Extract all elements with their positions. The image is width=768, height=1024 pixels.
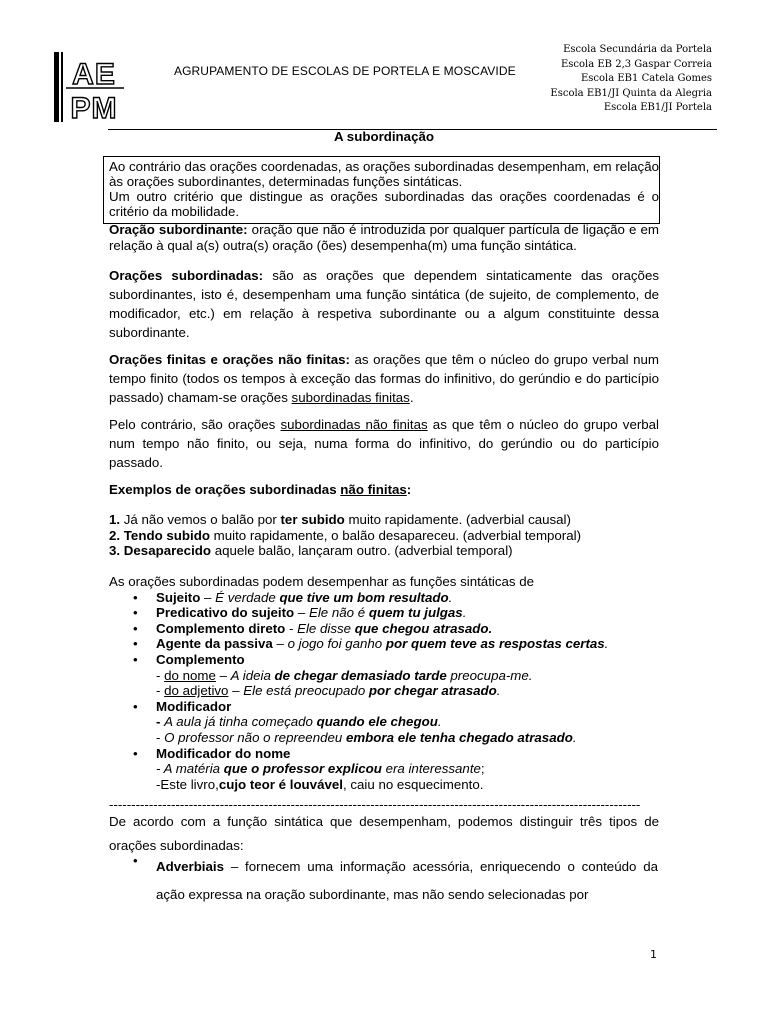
function-sujeito bbox=[109, 590, 659, 606]
modificador-example-1 bbox=[109, 714, 659, 730]
bullet: • bbox=[133, 853, 138, 868]
school-name: Escola EB1/JI Quinta da Alegria bbox=[550, 87, 712, 99]
function-label: Complemento bbox=[156, 651, 245, 667]
dash: - bbox=[156, 729, 165, 745]
function-example: Ele disse bbox=[297, 620, 355, 636]
example-bold: Desaparecido bbox=[123, 543, 212, 559]
function-example-bold: embora ele tenha chegado atrasado bbox=[345, 729, 573, 745]
function-example: A aula já tinha começado bbox=[164, 714, 317, 730]
examples-list bbox=[109, 512, 659, 559]
function-label: Modificador bbox=[156, 698, 232, 714]
definition-text: as orações que têm o núcleo do grupo verbal num tempo finito (todos os tempos à exceção das formas do infinitivo, do gerúndio e do particípio passado) chamam-se orações bbox=[109, 352, 660, 405]
complemento-nome bbox=[109, 668, 659, 684]
modificador-nome-example-1 bbox=[109, 761, 659, 777]
function-example: era interessante bbox=[381, 761, 481, 777]
punctuation: . bbox=[604, 636, 609, 652]
page-number: 1 bbox=[650, 948, 657, 961]
adverbiais-item bbox=[156, 853, 658, 909]
modificador-example-2 bbox=[109, 730, 659, 746]
svg-text:PM: PM bbox=[70, 92, 118, 122]
definition-term: Oração subordinante: bbox=[109, 222, 248, 237]
example-text: muito rapidamente, o balão desapareceu. (adverbial temporal) bbox=[209, 527, 582, 543]
school-name: Escola EB1/JI Portela bbox=[603, 102, 712, 114]
underlined-term: do adjetivo bbox=[164, 683, 229, 699]
example-bold: ter subido bbox=[280, 512, 345, 527]
example-number: 1. bbox=[109, 512, 121, 527]
function-agente-passiva bbox=[109, 636, 659, 652]
examples-heading bbox=[109, 482, 659, 498]
definition-text: são as orações que dependem sintaticamente das orações subordinantes, isto é, desempenham uma função sintática (de sujeito, de complemento, de modificador, etc.) em relação à respetiva subordinante ou a algum constituinte dessa subordinante. bbox=[109, 268, 659, 340]
function-complemento-direto bbox=[109, 621, 659, 637]
function-example: A ideia bbox=[230, 667, 275, 683]
punctuation: . bbox=[437, 714, 442, 730]
punctuation: . bbox=[572, 729, 577, 745]
dash: – bbox=[294, 605, 309, 621]
modificador-nome-example-2 bbox=[109, 777, 659, 793]
dash: – bbox=[228, 683, 244, 699]
example-text: muito rapidamente. (adverbial causal) bbox=[344, 512, 571, 527]
school-name: Escola EB1 Catela Gomes bbox=[580, 73, 712, 85]
definition-subordinante bbox=[109, 222, 659, 253]
school-name: Escola Secundária da Portela bbox=[563, 44, 712, 55]
function-example-bold: que chegou atrasado. bbox=[354, 620, 493, 636]
svg-text:AE: AE bbox=[72, 58, 116, 91]
definition-term: Orações finitas e orações não finitas: bbox=[109, 352, 350, 367]
adverbiais-text: – fornecem uma informação acessória, enriquecendo o conteúdo da ação expressa na oração subordinante, mas não sendo selecionadas por bbox=[156, 859, 658, 902]
example-text: Já não vemos o balão por bbox=[120, 512, 281, 527]
function-modificador bbox=[109, 699, 659, 715]
function-example-bold: de chegar demasiado tarde bbox=[274, 667, 447, 683]
dash: - bbox=[285, 620, 298, 636]
example-item bbox=[109, 512, 659, 528]
function-example-bold: por chegar atrasado bbox=[368, 683, 497, 699]
dash: - bbox=[156, 683, 165, 699]
function-example: o jogo foi ganho bbox=[287, 636, 386, 652]
agrupamento-name: AGRUPAMENTO DE ESCOLAS DE PORTELA E MOSCAVIDE bbox=[174, 64, 516, 78]
dash: – bbox=[215, 667, 231, 683]
punctuation: . bbox=[409, 390, 414, 405]
intro-line-1: Ao contrário das orações coordenadas, as orações subordinadas desempenham, em relação às orações subordinantes, determinadas funções sintáticas. bbox=[109, 159, 659, 189]
punctuation: . bbox=[496, 683, 501, 699]
function-complemento bbox=[109, 652, 659, 668]
definition-text: as que têm o núcleo do grupo verbal num tempo não finito, ou seja, numa forma do infinitivo, do gerúndio ou do particípio passado. bbox=[109, 417, 660, 470]
example-number: 2. bbox=[109, 527, 121, 543]
complemento-adjetivo bbox=[109, 683, 659, 699]
functions-list-3 bbox=[109, 746, 659, 762]
example-item bbox=[109, 543, 659, 559]
intro-line-2: Um outro critério que distingue as orações subordinadas das orações coordenadas é o critério da mobilidade. bbox=[109, 189, 659, 219]
function-example-bold: cujo teor é louvável bbox=[218, 776, 343, 792]
heading-text: Exemplos de orações subordinadas bbox=[109, 482, 341, 497]
school-name: Escola EB 2,3 Gaspar Correia bbox=[560, 58, 712, 70]
function-label: Sujeito bbox=[156, 589, 201, 605]
example-bold: Tendo subido bbox=[123, 527, 210, 543]
underlined-term: subordinadas finitas bbox=[291, 390, 410, 405]
underlined-term: subordinadas não finitas bbox=[280, 417, 428, 432]
school-list bbox=[550, 43, 712, 116]
dash: – bbox=[272, 636, 288, 652]
definition-term: Orações subordinadas: bbox=[109, 268, 264, 283]
definition-nao-finitas bbox=[109, 415, 659, 472]
functions-list-2 bbox=[109, 699, 659, 715]
definition-text: oração que não é introduzida por qualquer partícula de ligação e em relação à qual a(s) outra(s) oração (ões) desempenha(m) uma função sintática. bbox=[109, 222, 659, 253]
dash: - bbox=[156, 761, 164, 777]
adverbiais-term: Adverbiais bbox=[156, 859, 224, 874]
punctuation: . bbox=[462, 605, 467, 621]
underlined-term: do nome bbox=[164, 667, 216, 683]
aepm-logo bbox=[54, 52, 124, 122]
function-modificador-nome bbox=[109, 746, 659, 762]
dash: – bbox=[200, 589, 216, 605]
function-predicativo bbox=[109, 605, 659, 621]
function-example: preocupa-me. bbox=[446, 667, 533, 683]
punctuation: ; bbox=[480, 761, 485, 777]
function-example-bold: que o professor explicou bbox=[223, 761, 382, 777]
function-example-bold: por quem teve as respostas certas bbox=[385, 636, 605, 652]
page-title: A subordinação bbox=[334, 129, 434, 144]
function-example: Ele não é bbox=[308, 605, 369, 621]
dash: - bbox=[156, 714, 165, 730]
function-example-bold: quem tu julgas bbox=[368, 605, 463, 621]
functions-section bbox=[109, 574, 659, 792]
function-label: Modificador do nome bbox=[156, 745, 291, 761]
function-example-bold: que tive um bom resultado bbox=[279, 589, 449, 605]
definition-finitas bbox=[109, 350, 659, 407]
functions-intro: As orações subordinadas podem desempenhar as funções sintáticas de bbox=[109, 574, 535, 589]
function-example: , caiu no esquecimento. bbox=[342, 776, 484, 792]
dash: - bbox=[156, 667, 165, 683]
function-label: Predicativo do sujeito bbox=[156, 605, 295, 621]
separator-line: ------------------------------------------------------------------------------------------------------------------------ bbox=[109, 797, 641, 812]
function-example: O professor não o repreendeu bbox=[164, 729, 346, 745]
function-example: -Este livro, bbox=[156, 776, 219, 792]
definition-text: Pelo contrário, são orações bbox=[109, 417, 281, 432]
functions-list bbox=[109, 590, 659, 668]
function-example: Ele está preocupado bbox=[243, 683, 369, 699]
function-example: A matéria bbox=[163, 761, 224, 777]
function-example: É verdade bbox=[215, 589, 280, 605]
function-example-bold: quando ele chegou bbox=[316, 714, 438, 730]
function-label: Agente da passiva bbox=[156, 636, 273, 652]
punctuation: . bbox=[448, 589, 453, 605]
example-item bbox=[109, 528, 659, 544]
punctuation: : bbox=[406, 482, 412, 497]
function-label: Complemento direto bbox=[156, 620, 286, 636]
definition-subordinadas bbox=[109, 266, 659, 342]
intro-box bbox=[109, 159, 659, 219]
example-number: 3. bbox=[109, 543, 121, 559]
heading-underlined: não finitas bbox=[340, 482, 407, 497]
example-text: aquele balão, lançaram outro. (adverbial temporal) bbox=[211, 543, 513, 559]
tipos-intro: De acordo com a função sintática que desempenham, podemos distinguir três tipos de orações subordinadas: bbox=[109, 814, 659, 853]
